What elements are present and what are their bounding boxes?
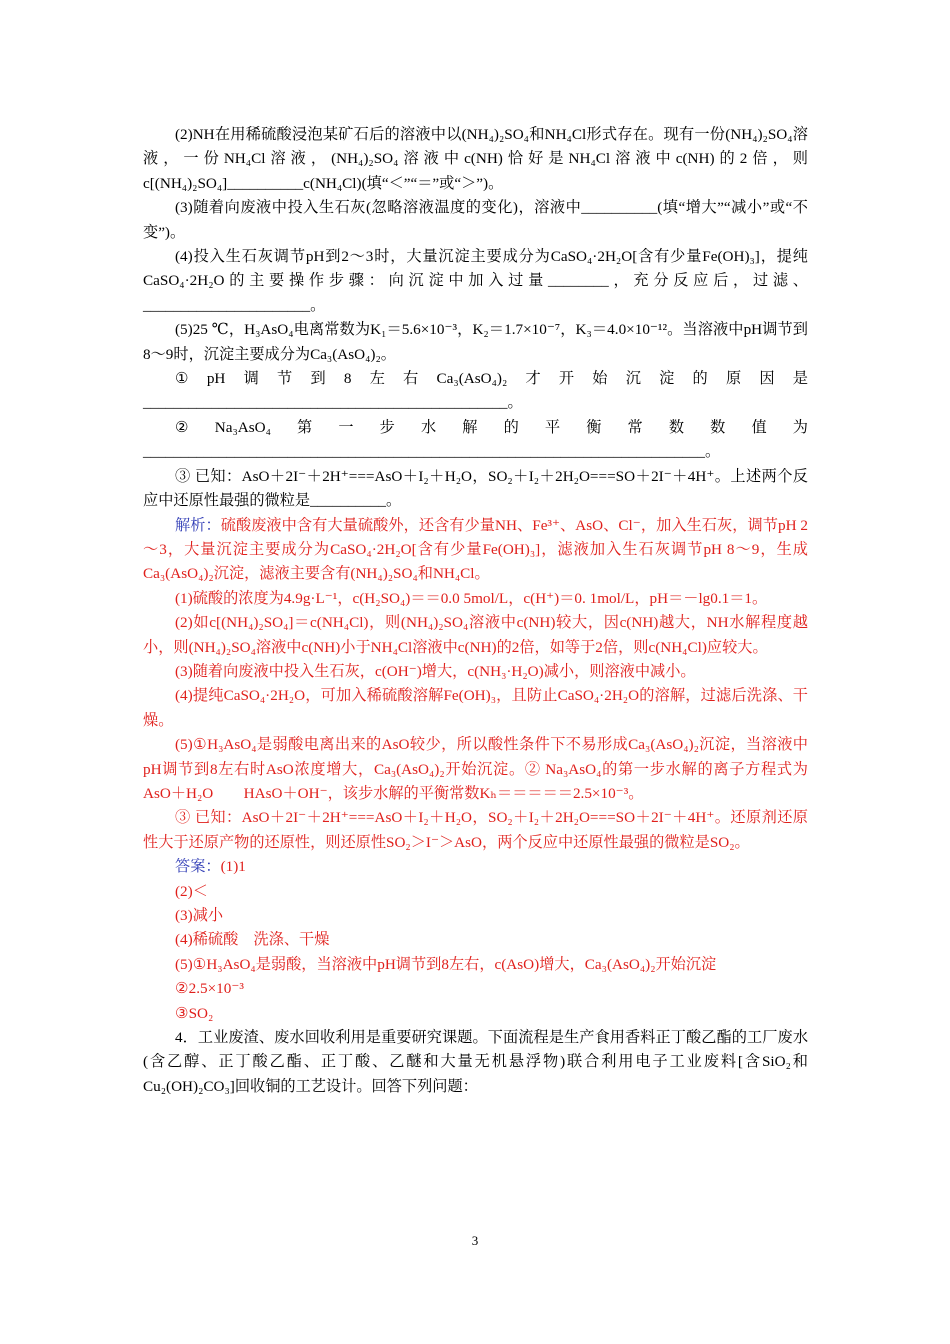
question-4: 4．工业废渣、废水回收利用是重要研究课题。下面流程是生产食用香料正丁酸乙酯的工厂废水(含乙醇、正丁酸乙酯、正丁酸、乙醚和大量无机悬浮物)联合利用电子工业废料[含SiO₂和Cu₂(OH)₂CO₃]回收铜的工艺设计。回答下列问题： — [143, 1029, 808, 1095]
analysis-part-4: (4)提纯CaSO₄·2H₂O，可加入稀硫酸溶解Fe(OH)₃，且防止CaSO₄·2H₂O的溶解，过滤后洗涤、干燥。 — [143, 687, 808, 729]
question-part-5-3: ③ 已知：AsO＋2I⁻＋2H⁺===AsO＋I₂＋H₂O，SO₂＋I₂＋2H₂O===SO＋2I⁻＋4H⁺。上述两个反应中还原性最强的微粒是__________。 — [143, 467, 808, 510]
analysis-label: 解析： — [175, 516, 221, 534]
answer-part-3: (3)减小 — [175, 907, 224, 924]
page-number: 3 — [471, 1233, 479, 1248]
answer-part-5-1: (5)①H₃AsO₄是弱酸，当溶液中pH调节到8左右，c(AsO)增大，Ca₃(AsO₄)₂开始沉淀 — [175, 955, 717, 973]
analysis-intro — [143, 514, 808, 587]
analysis-intro-text: 硫酸废液中含有大量硫酸外，还含有少量NH、Fe³⁺、AsO、Cl⁻，加入生石灰，调节pH 2～3，大量沉淀主要成分为CaSO₄·2H₂O[含有少量Fe(OH)₃]，滤液加入生石灰调节pH 8～9，生成Ca₃(AsO₄)₂沉淀，滤液主要含有(NH₄)₂SO₄和NH₄Cl。 — [143, 516, 809, 583]
question-part-3: (3)随着向废液中投入生石灰(忽略溶液温度的变化)，溶液中__________(填“增大”“减小”或“不变”)。 — [143, 199, 808, 241]
question-part-5-1: ①pH调节到8左右Ca₃(AsO₄)₂才开始沉淀的原因是________________________________________________。 — [143, 370, 808, 412]
answer-part-2: (2)＜ — [175, 882, 208, 900]
analysis-part-5-3: ③ 已知：AsO＋2I⁻＋2H⁺===AsO＋I₂＋H₂O，SO₂＋I₂＋2H₂O===SO＋2I⁻＋4H⁺。还原剂还原性大于还原产物的还原性，则还原性SO₂＞I⁻＞AsO，两个反应中还原性最强的微粒是SO₂。 — [143, 809, 808, 851]
answer-part-5-3: ③SO₂ — [175, 1004, 214, 1022]
answer-part-1 — [143, 855, 808, 879]
document-body — [143, 123, 808, 1099]
question-part-2: (2)NH在用稀硫酸浸泡某矿石后的溶液中以(NH₄)₂SO₄和NH₄Cl形式存在。现有一份(NH₄)₂SO₄溶液，一份NH₄Cl溶液，(NH₄)₂SO₄溶液中c(NH)恰好是NH₄Cl溶液中c(NH)的2倍，则c[(NH₄)₂SO₄]__________c(NH₄Cl)(填“＜”“＝”或“＞”)。 — [143, 126, 808, 192]
answer-part-1-text: (1)1 — [220, 858, 246, 876]
analysis-part-3: (3)随着向废液中投入生石灰，c(OH⁻)增大，c(NH₃·H₂O)减小，则溶液中减小。 — [175, 662, 696, 680]
analysis-part-2: (2)如c[(NH₄)₂SO₄]＝c(NH₄Cl)，则(NH₄)₂SO₄溶液中c(NH)较大，因c(NH)越大，NH水解程度越小，则(NH₄)₂SO₄溶液中c(NH)小于NH₄Cl溶液中c(NH)的2倍，如等于2倍，则c(NH₄Cl)应较大。 — [143, 614, 808, 656]
question-part-5: (5)25 ℃，H₃AsO₄电离常数为K₁＝5.6×10⁻³，K₂＝1.7×10⁻⁷，K₃＝4.0×10⁻¹²。当溶液中pH调节到8～9时，沉淀主要成分为Ca₃(AsO₄)₂。 — [143, 321, 808, 363]
answer-part-4: (4)稀硫酸 洗涤、干燥 — [175, 931, 330, 949]
analysis-part-5: (5)①H₃AsO₄是弱酸电离出来的AsO较少，所以酸性条件下不易形成Ca₃(AsO₄)₂沉淀，当溶液中pH调节到8左右时AsO浓度增大，Ca₃(AsO₄)₂开始沉淀。② Na₃AsO₄的第一步水解的离子方程式为AsO＋H₂O HAsO＋OH⁻，该步水解的平衡常数Kₕ＝＝＝＝＝2.5×10⁻³。 — [143, 736, 808, 802]
analysis-part-1: (1)硫酸的浓度为4.9g·L⁻¹，c(H₂SO₄)＝＝0.0 5mol/L，c(H⁺)＝0. 1mol/L，pH＝－lg0.1＝1。 — [175, 589, 768, 607]
answer-label: 答案： — [175, 858, 221, 876]
question-part-5-2: ②Na₃AsO₄第一步水解的平衡常数数值为__________________________________________________________________________。 — [143, 418, 808, 461]
answer-part-5-2: ②2.5×10⁻³ — [175, 980, 244, 998]
question-part-4: (4)投入生石灰调节pH到2～3时，大量沉淀主要成分为CaSO₄·2H₂O[含有少量Fe(OH)₃]，提纯CaSO₄·2H₂O的主要操作步骤：向沉淀中加入过量________，充分反应后，过滤、______________________。 — [143, 248, 808, 314]
